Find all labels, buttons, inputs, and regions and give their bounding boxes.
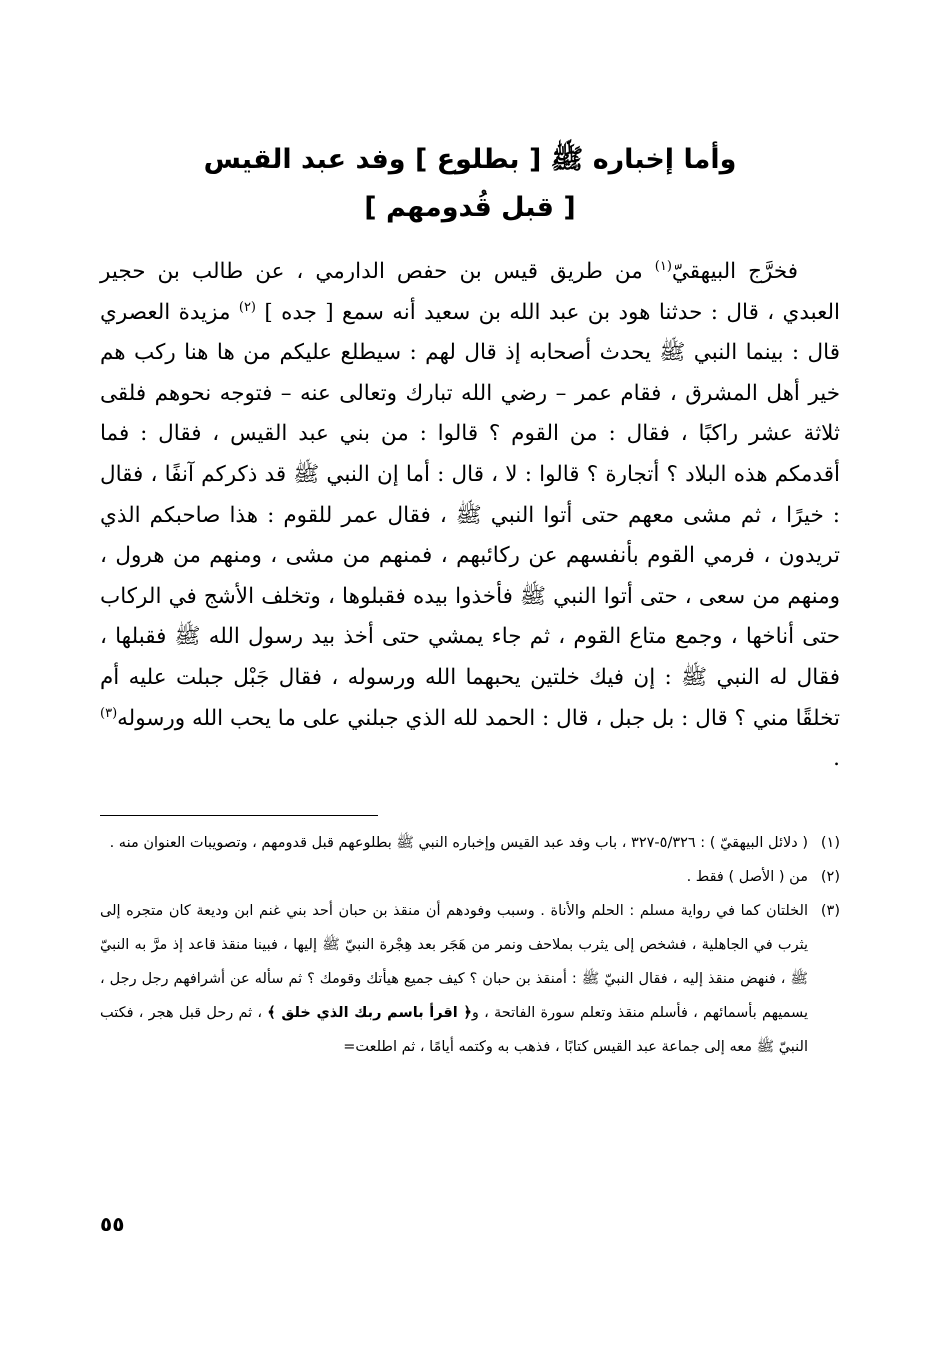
body-paragraph [100, 252, 840, 780]
footnote-text-b: ، ثم رحل قبل هجر ، فكتب النبيّ ﷺ معه إلى جماعة عبد القيس كتابًا ، فذهب به وكتمه أيامًا ، ثم اطلعت= [100, 1005, 808, 1055]
footnote-1 [100, 826, 840, 860]
body-text-part-2: من طريق قيس بن حفص الدارمي ، عن طالب بن حجير العبدي ، قال : حدثنا هود بن عبد الله بن سعيد أنه سمع [ جده ] [100, 259, 840, 325]
page-title [100, 136, 840, 232]
footnote-number: (٣) [820, 903, 840, 919]
title-line-1: وأما إخباره ﷺ [ بطلوع ] وفد عبد القيس [203, 144, 737, 175]
footnote-text: ( دلائل البيهقيّ ) : ٥/٣٢٦-٣٢٧ ، باب وفد عبد القيس وإخباره النبي ﷺ بطلوعهم قبل قدومهم ، وتصويبات العنوان منه . [109, 835, 808, 851]
body-text-part-1: فخرَّج البيهقيّ [671, 259, 798, 284]
footnote-ref-3: (٣) [100, 705, 118, 721]
footnote-divider [100, 815, 378, 816]
body-text-part-4: . [833, 746, 840, 772]
footnote-ref-2: (٢) [238, 299, 256, 315]
footnote-text: من ( الأصل ) فقط . [686, 869, 808, 885]
footnote-ref-1: (١) [654, 258, 672, 274]
page-number: ٥٥ [100, 1212, 125, 1236]
title-line-2: [ قبل قُدومهم ] [364, 192, 576, 223]
footnote-text [100, 894, 808, 1064]
quran-quote: ﴿ اقرأ باسم ربك الذي خلق ﴾ [267, 1005, 472, 1021]
footnote-3 [100, 894, 840, 1064]
footnote-number: (١) [820, 835, 840, 851]
book-page [100, 0, 840, 1359]
body-text-part-3: مزيدة العصري قال : بينما النبي ﷺ يحدث أصحابه إذ قال لهم : سيطلع عليكم من ها هنا ركب هم خير أهل المشرق ، فقام عمر – رضي الله تبارك وتعالى عنه – فتوجه نحوهم فلقى ثلاثة عشر راكبًا ، فقال : من القوم ؟ قالوا : من بني عبد القيس ، فقال : فما أقدمكم هذه البلاد ؟ أتجارة ؟ قالوا : لا ، قال : أما إن النبي ﷺ قد ذكركم آنفًا ، فقال : خيرًا ، ثم مشى معهم حتى أتوا النبي ﷺ ، فقال عمر للقوم : هذا صاحبكم الذي تريدون ، فرمي القوم بأنفسهم عن ركائبهم ، فمنهم من مشى ، ومنهم من هرول ، ومنهم من سعى ، حتى أتوا النبي ﷺ فأخذوا بيده فقبلوها ، وتخلف الأشج في الركاب حتى أناخها ، وجمع متاع القوم ، ثم جاء يمشي حتى أخذ بيد رسول الله ﷺ فقبلها ، فقال له النبي ﷺ : إن فيك خلتين يحبهما الله ورسوله ، فقال جَبْل جبلت عليه أم تخلقًا مني ؟ قال : بل جبل ، قال : الحمد لله الذي جبلني على ما يحب الله ورسوله [100, 299, 840, 731]
footnote-text-a: الخلتان كما في رواية مسلم : الحلم والأناة . وسبب وفودهم أن منقذ بن حبان أحد بني غنم ابن وديعة كان متجره إلى يثرب في الجاهلية ، فشخص إلى يثرب بملاحف ونمر من هَجَر بعد هِجْرة النبيّ ﷺ إليها ، فبينا منقذ قاعد إذ مرَّ به النبيّ ﷺ ، فنهض منقذ إليه ، فقال النبيّ ﷺ : أمنقذ بن حبان ؟ كيف جميع هيأتك وقومك ؟ ثم سأله عن أشرافهم رجل رجل ، يسميهم بأسمائهم ، فأسلم منقذ وتعلم سورة الفاتحة ، و [100, 903, 809, 1021]
footnotes [100, 826, 840, 1064]
footnote-2 [100, 860, 840, 894]
footnote-number: (٢) [820, 869, 840, 885]
